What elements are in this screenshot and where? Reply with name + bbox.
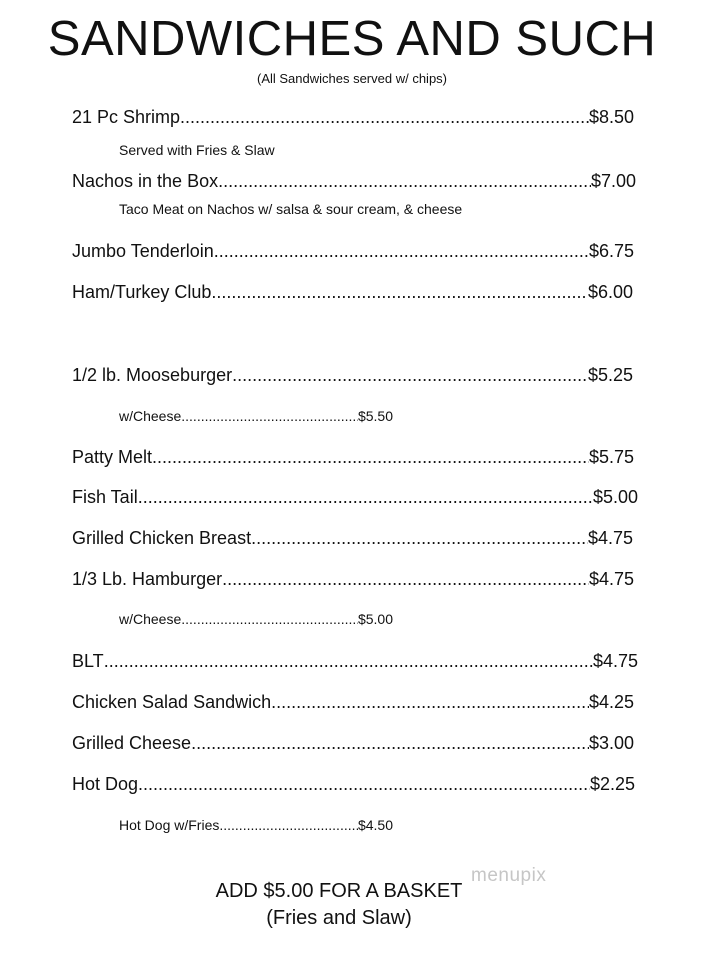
menu-item-hamburger: [72, 568, 634, 590]
item-name: 1/3 Lb. Hamburger: [72, 569, 223, 589]
addon-hamburger-cheese: [119, 611, 393, 628]
dot-leader: [138, 773, 590, 795]
menu-item-mooseburger: [72, 364, 633, 386]
dot-leader: [219, 817, 358, 834]
basket-offer: ADD $5.00 FOR A BASKET: [215, 880, 463, 902]
dot-leader: [138, 486, 593, 508]
dot-leader: [211, 281, 588, 303]
item-price: $4.75: [592, 651, 638, 671]
item-price: $4.75: [587, 528, 633, 548]
item-name: Nachos in the Box: [72, 171, 219, 191]
item-name: 1/2 lb. Mooseburger: [72, 365, 233, 385]
item-price: $4.75: [588, 569, 634, 589]
addon-hot-dog-fries: [119, 817, 393, 834]
item-price: $4.25: [588, 692, 634, 712]
item-price: $5.75: [588, 447, 634, 467]
item-price: $7.00: [590, 171, 636, 191]
item-price: $2.25: [589, 774, 635, 794]
dot-leader: [232, 364, 588, 386]
dot-leader: [180, 106, 589, 128]
basket-contents: (Fries and Slaw): [266, 907, 412, 929]
item-price: $5.25: [587, 365, 633, 385]
menu-item-hot-dog: [72, 773, 635, 795]
dot-leader: [181, 611, 358, 628]
menu-item-chicken-salad-sandwich: [72, 691, 634, 713]
page-title: SANDWICHES AND SUCH: [47, 12, 657, 66]
menu-item-fish-tail: [72, 486, 638, 508]
dot-leader: [218, 170, 591, 192]
item-name: BLT: [72, 651, 104, 671]
dot-leader: [222, 568, 589, 590]
addon-name: w/Cheese: [119, 611, 182, 627]
menu-item-ham-turkey-club: [72, 281, 633, 303]
addon-price: $5.50: [357, 408, 393, 424]
dot-leader: [214, 240, 589, 262]
menu-item-shrimp: [72, 106, 634, 128]
item-description-shrimp: Served with Fries & Slaw: [119, 142, 275, 158]
addon-name: Hot Dog w/Fries: [119, 817, 220, 833]
menu-item-patty-melt: [72, 446, 634, 468]
dot-leader: [251, 527, 588, 549]
item-name: Hot Dog: [72, 774, 139, 794]
menu-item-grilled-cheese: [72, 732, 634, 754]
menu-item-nachos: [72, 170, 636, 192]
addon-name: w/Cheese: [119, 408, 182, 424]
item-name: Ham/Turkey Club: [72, 282, 212, 302]
addon-price: $5.00: [357, 611, 393, 627]
menupix-watermark: menupix: [471, 865, 547, 886]
addon-price: $4.50: [357, 817, 393, 833]
dot-leader: [271, 691, 589, 713]
item-name: Chicken Salad Sandwich: [72, 692, 272, 712]
addon-mooseburger-cheese: [119, 408, 393, 425]
dot-leader: [181, 408, 358, 425]
item-name: Grilled Cheese: [72, 733, 192, 753]
item-price: $8.50: [588, 107, 634, 127]
item-price: $6.75: [588, 241, 634, 261]
menu-item-jumbo-tenderloin: [72, 240, 634, 262]
item-price: $3.00: [588, 733, 634, 753]
item-price: $6.00: [587, 282, 633, 302]
item-name: Jumbo Tenderloin: [72, 241, 214, 261]
dot-leader: [152, 446, 589, 468]
item-description-nachos: Taco Meat on Nachos w/ salsa & sour cream, & cheese: [119, 201, 463, 217]
chips-note: (All Sandwiches served w/ chips): [256, 71, 448, 86]
dot-leader: [104, 650, 593, 672]
item-price: $5.00: [592, 487, 638, 507]
menu-item-blt: [72, 650, 638, 672]
item-name: Patty Melt: [72, 447, 153, 467]
item-name: Fish Tail: [72, 487, 138, 507]
item-name: 21 Pc Shrimp: [72, 107, 181, 127]
menu-item-grilled-chicken-breast: [72, 527, 633, 549]
item-name: Grilled Chicken Breast: [72, 528, 252, 548]
dot-leader: [191, 732, 589, 754]
